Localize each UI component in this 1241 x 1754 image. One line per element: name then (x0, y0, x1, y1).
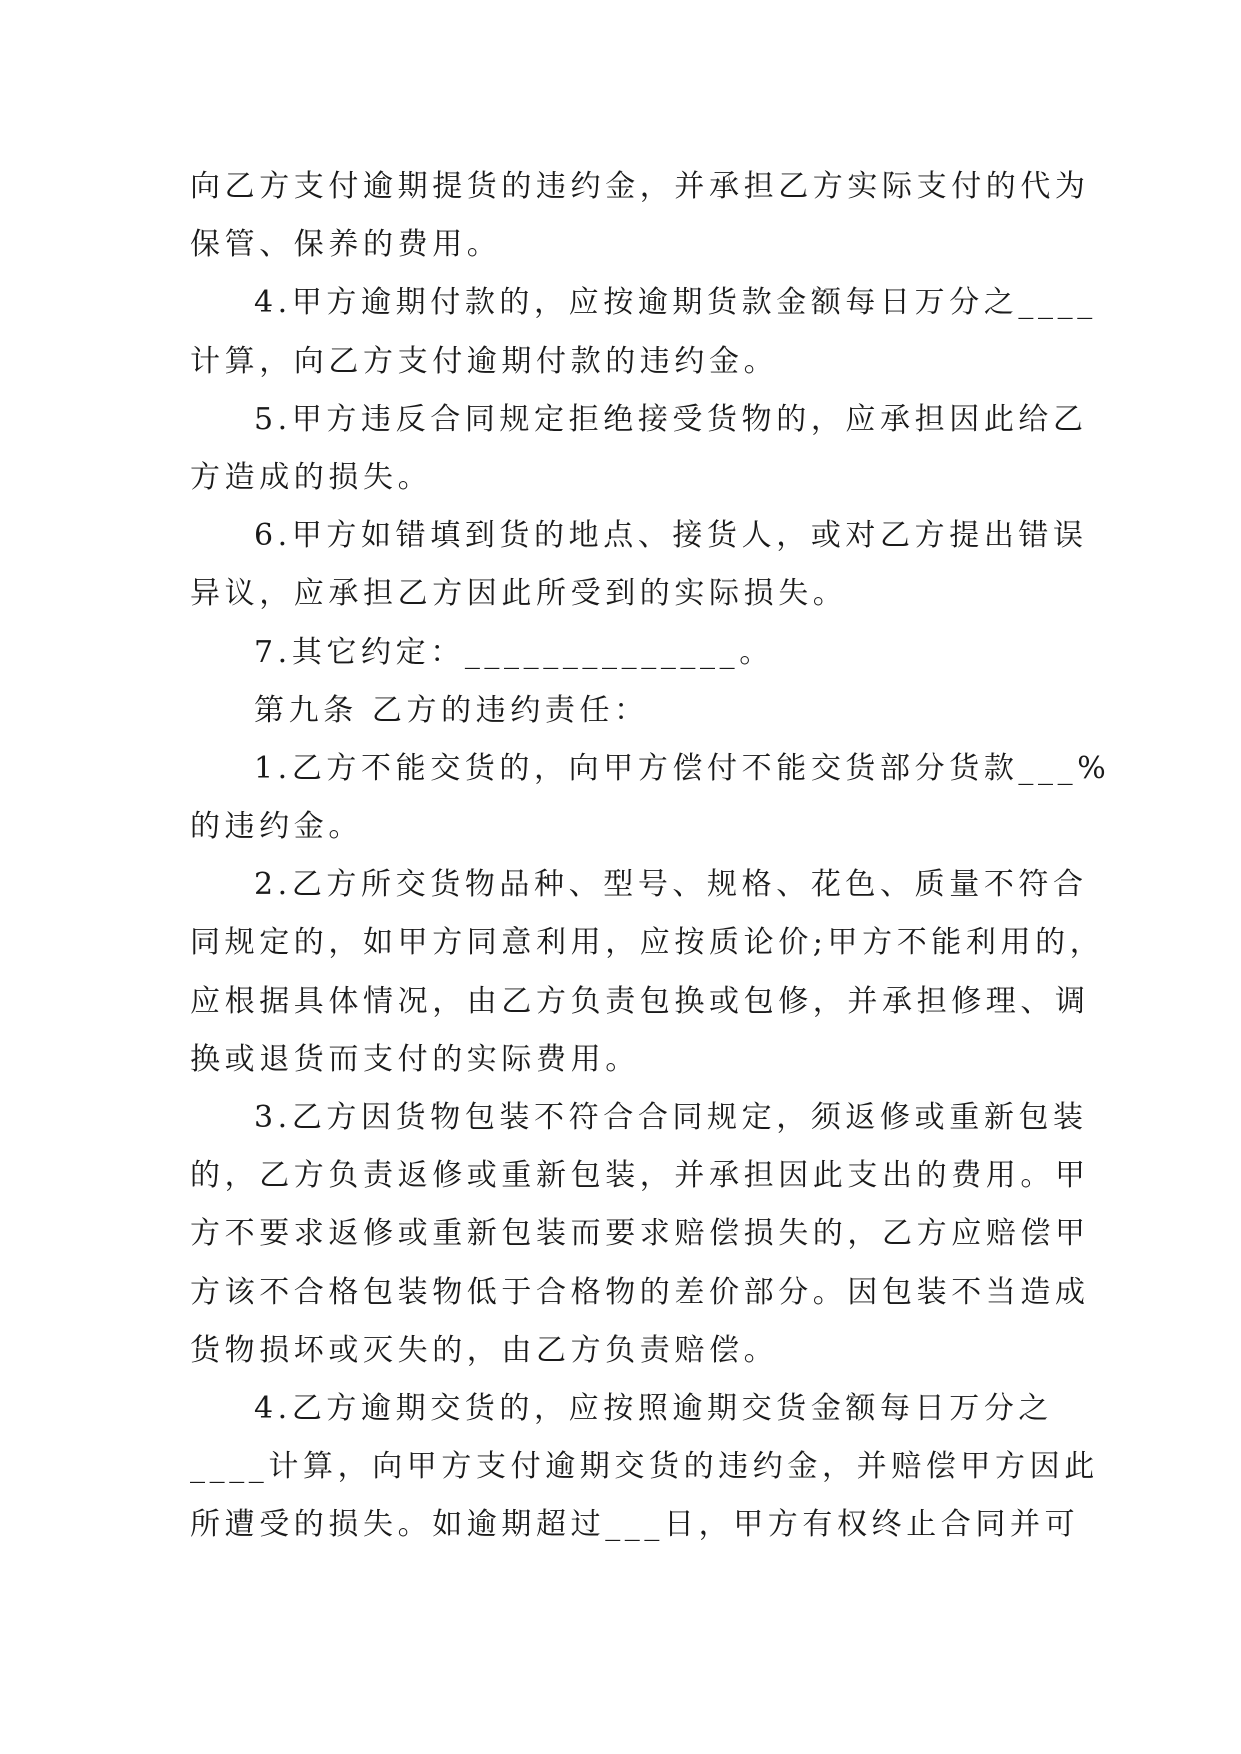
text-line: 异议，应承担乙方因此所受到的实际损失。 (190, 576, 848, 612)
text-line: 的违约金。 (190, 809, 363, 845)
text-line: 7.其它约定：______________。 (254, 634, 774, 670)
text-line: 换或退货而支付的实际费用。 (190, 1041, 640, 1077)
text-line: 的，乙方负责返修或重新包装，并承担因此支出的费用。甲 (190, 1158, 1090, 1194)
text-line: 向乙方支付逾期提货的违约金，并承担乙方实际支付的代为 (190, 169, 1090, 204)
text-line: 6.甲方如错填到货的地点、接货人，或对乙方提出错误 (254, 518, 1088, 554)
text-line: 2.乙方所交货物品种、型号、规格、花色、质量不符合 (254, 867, 1088, 903)
text-line: 保管、保养的费用。 (190, 227, 502, 263)
text-line: 方造成的损失。 (190, 459, 433, 495)
text-line: 货物损坏或灭失的，由乙方负责赔偿。 (190, 1332, 779, 1368)
text-line: 计算，向乙方支付逾期付款的违约金。 (190, 343, 779, 379)
text-line: ____计算，向甲方支付逾期交货的违约金，并赔偿甲方因此 (190, 1449, 1099, 1485)
section-heading: 第九条 乙方的违约责任： (254, 692, 649, 728)
text-line: 方该不合格包装物低于合格物的差价部分。因包装不当造成 (190, 1274, 1090, 1310)
text-line: 1.乙方不能交货的，向甲方偿付不能交货部分货款___% (254, 750, 1111, 786)
text-line: 4.乙方逾期交货的，应按照逾期交货金额每日万分之 (254, 1390, 1054, 1426)
text-line: 3.乙方因货物包装不符合合同规定，须返修或重新包装 (254, 1100, 1088, 1135)
text-line: 同规定的，如甲方同意利用，应按质论价;甲方不能利用的， (190, 925, 1105, 961)
text-line: 应根据具体情况，由乙方负责包换或包修，并承担修理、调 (190, 983, 1090, 1019)
text-line: 5.甲方违反合同规定拒绝接受货物的，应承担因此给乙 (254, 401, 1088, 437)
text-line: 4.甲方逾期付款的，应按逾期货款金额每日万分之____ (254, 285, 1097, 321)
text-line: 方不要求返修或重新包装而要求赔偿损失的，乙方应赔偿甲 (190, 1216, 1090, 1252)
contract-text (190, 158, 1111, 1555)
text-line: 所遭受的损失。如逾期超过___日，甲方有权终止合同并可 (190, 1507, 1080, 1543)
